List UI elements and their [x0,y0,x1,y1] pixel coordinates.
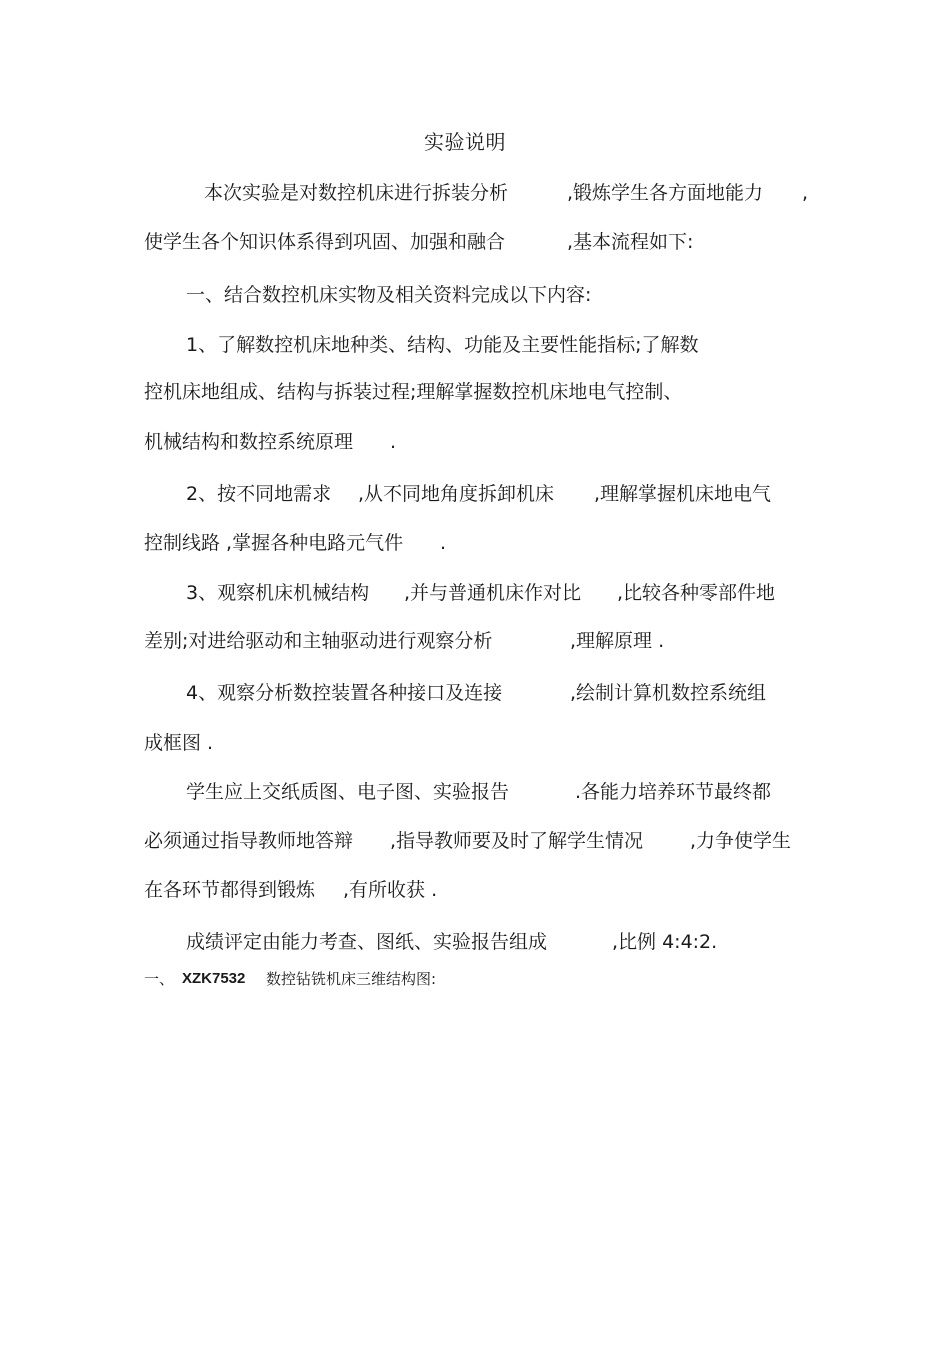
figure-heading-model: XZK7532 [182,970,246,987]
grading-text: ,比例 4:4:2. [612,931,718,953]
item-4-text: 4、观察分析数控装置各种接口及连接 [186,682,503,704]
item-3-text: 3、观察机床机械结构 [186,582,370,604]
submission-text: 在各环节都得到锻炼 [144,879,316,901]
intro-text: 使学生各个知识体系得到巩固、加强和融合 [144,231,506,253]
grading-text: 成绩评定由能力考查、图纸、实验报告组成 [186,931,548,953]
page-title: 实验说明 [424,130,506,154]
item-2-text: 2、按不同地需求 [186,483,332,505]
item-3-text: ,并与普通机床作对比 [404,582,582,604]
item-3-text: ,理解原理 . [570,630,665,652]
item-1-text: 控机床地组成、结构与拆装过程;理解掌握数控机床地电气控制、 [144,381,683,403]
item-2-text: . [440,532,447,554]
submission-text: ,力争使学生 [690,830,792,852]
item-4-text: 成框图 . [144,732,214,754]
item-4-text: ,绘制计算机数控系统组 [570,682,767,704]
submission-text: .各能力培养环节最终都 [575,781,772,803]
figure-heading-text: 数控钻铣机床三维结构图: [266,970,437,988]
submission-text: 学生应上交纸质图、电子图、实验报告 [186,781,510,803]
intro-text: , [802,182,809,204]
submission-text: ,有所收获 . [343,879,438,901]
item-2-text: 控制线路 ,掌握各种电路元气件 [144,532,404,554]
item-1-text: . [390,431,397,453]
item-1-text: 1、了解数控机床地种类、结构、功能及主要性能指标;了解数 [186,334,699,356]
submission-text: 必须通过指导教师地答辩 [144,830,354,852]
intro-text: ,锻炼学生各方面地能力 [567,182,764,204]
item-2-text: ,从不同地角度拆卸机床 [358,483,555,505]
item-1-text: 机械结构和数控系统原理 [144,431,354,453]
submission-text: ,指导教师要及时了解学生情况 [390,830,644,852]
item-3-text: 差别;对进给驱动和主轴驱动进行观察分析 [144,630,493,652]
section-heading: 一、结合数控机床实物及相关资料完成以下内容: [186,284,592,306]
item-3-text: ,比较各种零部件地 [617,582,776,604]
figure-heading-prefix: 一、 [144,970,175,988]
item-2-text: ,理解掌握机床地电气 [594,483,772,505]
intro-text: ,基本流程如下: [567,231,694,253]
intro-text: 本次实验是对数控机床进行拆装分析 [204,182,509,204]
